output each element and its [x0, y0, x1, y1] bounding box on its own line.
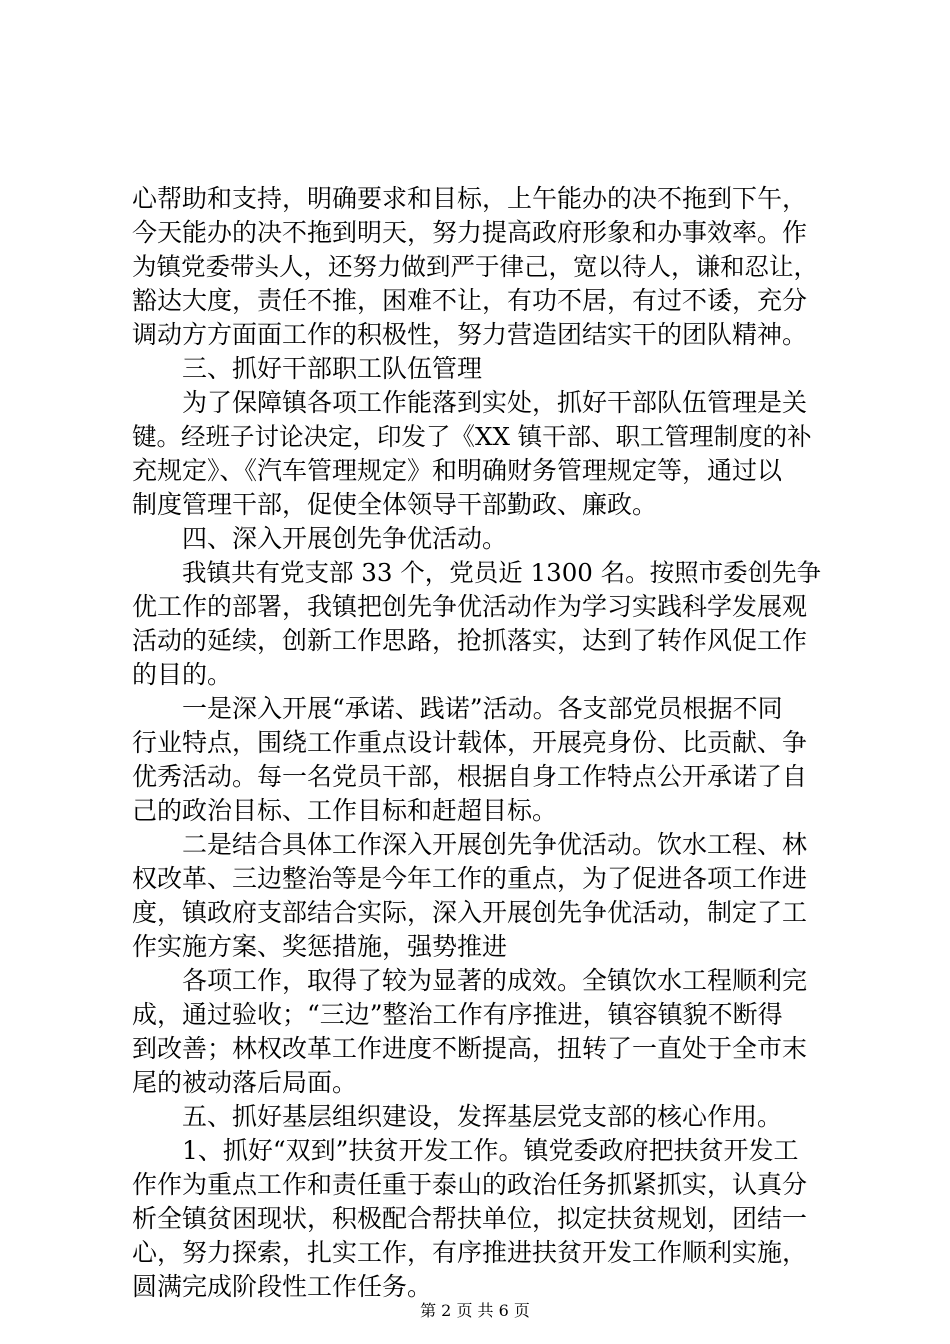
text-line: 一是深入开展“承诺、践诺”活动。各支部党员根据不同: [182, 694, 783, 723]
text-line: 今天能办的决不拖到明天，努力提高政府形象和办事效率。作: [132, 218, 808, 247]
text-line: 各项工作，取得了较为显著的成效。全镇饮水工程顺利完: [182, 966, 808, 995]
text-line: 己的政治目标、工作目标和赶超目标。: [132, 796, 558, 825]
section-heading: 三、抓好干部职工队伍管理: [182, 354, 483, 383]
text-line: 为了保障镇各项工作能落到实处，抓好干部队伍管理是关: [182, 388, 808, 417]
section-heading: 四、深入开展创先争优活动。: [182, 524, 508, 553]
text-line: 心，努力探索，扎实工作，有序推进扶贫开发工作顺利实施，: [132, 1238, 808, 1267]
section-heading: 五、抓好基层组织建设，发挥基层党支部的核心作用。: [182, 1102, 783, 1131]
text-line: 圆满完成阶段性工作任务。: [132, 1272, 433, 1301]
text-line: 心帮助和支持，明确要求和目标，上午能办的决不拖到下午，: [132, 184, 808, 213]
text-line: 到改善；林权改革工作进度不断提高，扭转了一直处于全市末: [132, 1034, 808, 1063]
text-line: 我镇共有党支部 33 个，党员近 1300 名。按照市委创先争: [182, 558, 822, 587]
text-line: 键。经班子讨论决定，印发了《XX 镇干部、职工管理制度的补: [132, 422, 812, 451]
text-line: 析全镇贫困现状，积极配合帮扶单位，拟定扶贫规划，团结一: [132, 1204, 808, 1233]
page-footer: 第 2 页 共 6 页: [420, 1301, 530, 1320]
text-line: 成，通过验收；“三边”整治工作有序推进，镇容镇貌不断得: [132, 1000, 783, 1029]
text-line: 豁达大度，责任不推，困难不让，有功不居，有过不诿，充分: [132, 286, 808, 315]
text-line: 优秀活动。每一名党员干部，根据自身工作特点公开承诺了自: [132, 762, 808, 791]
text-line: 作实施方案、奖惩措施，强势推进: [132, 932, 508, 961]
text-line: 优工作的部署，我镇把创先争优活动作为学习实践科学发展观: [132, 592, 808, 621]
text-line: 尾的被动落后局面。: [132, 1068, 358, 1097]
text-line: 二是结合具体工作深入开展创先争优活动。饮水工程、林: [182, 830, 808, 859]
text-line: 作作为重点工作和责任重于泰山的政治任务抓紧抓实，认真分: [132, 1170, 808, 1199]
text-line: 权改革、三边整治等是今年工作的重点，为了促进各项工作进: [132, 864, 808, 893]
text-line: 为镇党委带头人，还努力做到严于律己，宽以待人，谦和忍让，: [132, 252, 818, 281]
text-line: 的目的。: [132, 660, 233, 689]
text-line: 活动的延续，创新工作思路，抢抓落实，达到了转作风促工作: [132, 626, 808, 655]
text-line: 行业特点，围绕工作重点设计载体，开展亮身份、比贡献、争: [132, 728, 808, 757]
text-line: 制度管理干部，促使全体领导干部勤政、廉政。: [132, 490, 658, 519]
text-line: 度，镇政府支部结合实际，深入开展创先争优活动，制定了工: [132, 898, 808, 927]
text-line: 调动方方面面工作的积极性，努力营造团结实干的团队精神。: [132, 320, 808, 349]
text-line: 充规定》、《汽车管理规定》和明确财务管理规定等，通过以: [132, 456, 783, 485]
text-line: 1、抓好“双到”扶贫开发工作。镇党委政府把扶贫开发工: [182, 1136, 799, 1165]
